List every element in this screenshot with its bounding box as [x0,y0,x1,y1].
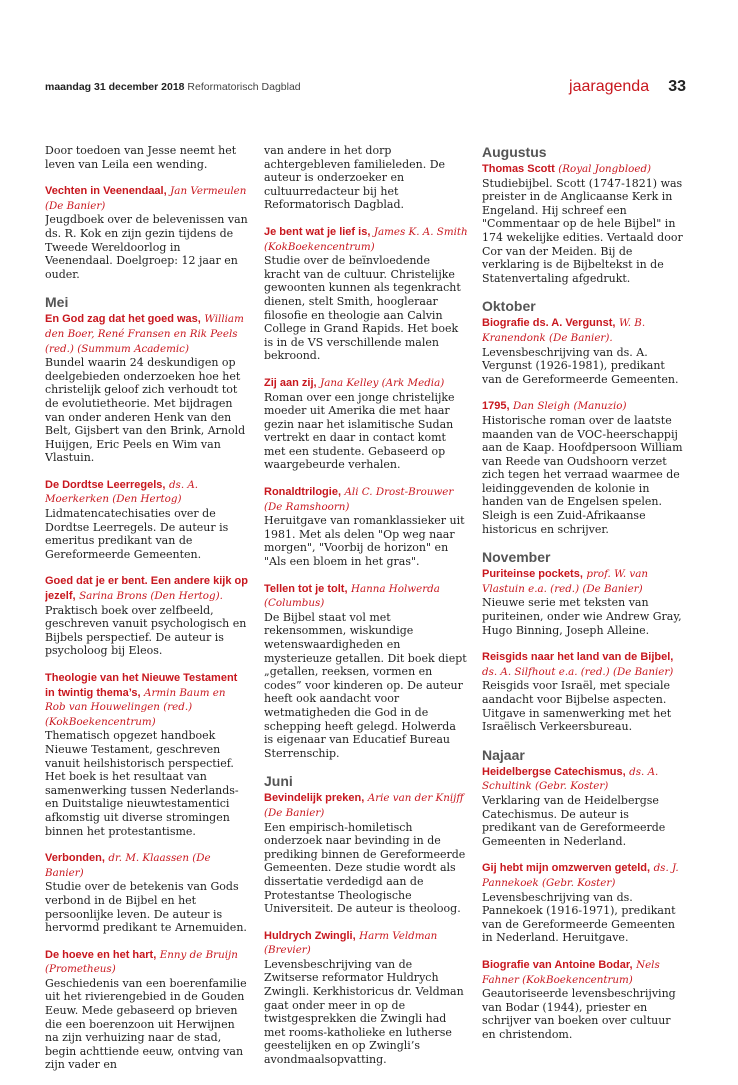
entry-title: 1795, [482,400,510,413]
entry-title: Puriteinse pockets, [482,568,583,581]
column-2 [264,144,468,1080]
entry-author-publisher: Enny de Bruijn (Prometheus) [45,948,238,976]
entry-author-publisher: prof. W. van Vlastuin e.a. (red.) (De Banier) [482,568,648,595]
month-heading: Najaar [482,746,525,763]
book-entry [264,929,468,1067]
entry-body: Studiebijbel. Scott (1747-1821) was preister in de Anglicaanse Kerk in Engeland. Hij schreef een "Commentaar op de hele Bijbel" in 174 wekelijke edities. Vertaald door Cor van der Meiden. Bij de verklaring is de Bijbeltekst in de Statenvertaling afgedrukt. [482,176,683,285]
column-3 [482,144,686,1054]
entry-body: Levensbeschrijving van ds. A. Vergunst (1926-1981), predikant van de Gereformeerde Gemeenten. [482,345,679,386]
entry-author-publisher: James K. A. Smith (KokBoekencentrum) [264,225,468,253]
section-title: jaaragenda [569,78,650,95]
entry-author-publisher: Ali C. Drost-Brouwer (De Ramshoorn) [264,486,454,513]
page-number: 33 [668,78,686,95]
entry-author-publisher: Jana Kelley (Ark Media) [320,376,445,389]
entry-title: Theologie van het Nieuwe Testament in twintig thema’s, [45,672,238,699]
book-entry [264,582,468,761]
book-entry [482,958,686,1042]
book-entry [45,184,249,281]
book-entry [45,312,249,465]
entry-title: Reisgids naar het land van de Bijbel, [482,651,674,664]
entry-title: Tellen tot je tolt, [264,582,348,595]
entry-body: Een empirisch-homiletisch onderzoek naar bevinding in de prediking binnen de Gereformeerde Gemeenten. Deze studie wordt als dissertatie verdedigd aan de Protestantse Theologische Universiteit. De auteur is theoloog. [264,820,466,916]
entry-body: Jeugdboek over de belevenissen van ds. R. Kok en zijn gezin tijdens de Tweede Wereldoorlog in Veenendaal. Doelgroep: 12 jaar en ouder. [45,213,248,281]
entry-body: Roman over een jonge christelijke moeder uit Amerika die met haar gezin naar het islamitische Sudan vertrekt en daar in contact komt met een studente. Gebaseerd op waargebeurde verhalen. [264,390,455,472]
entry-body: Studie over de beïnvloedende kracht van de cultuur. Christelijke gewoonten kunnen als tegenkracht dienen, stelt Smith, hoogleraar filosofie en theologie aan Calvin College in Grand Rapids. Het boek is in de VS verschillende malen bekroond. [264,254,461,363]
entry-body: Praktisch boek over zelfbeeld, geschreven vanuit psychologisch en Bijbels perspectief. De auteur is psycholoog bij Eleos. [45,603,247,658]
book-entry [45,948,249,1072]
book-entry [482,316,686,386]
month-heading: November [482,549,551,566]
book-entry [45,478,249,562]
entry-body: De Bijbel staat vol met rekensommen, wiskundige wetenswaardigheden en mysterieuze getallen. Dit boek diept „getallen, reeksen, vormen en codes” voor kinderen op. De auteur heeft ook aandacht voor wetmatigheden die God in de schepping heeft gelegd. Holwerda is eigenaar van Educatief Bureau Sterrenschip. [264,610,467,760]
entry-body: Bundel waarin 24 deskundigen op deelgebieden onderzoeken hoe het christelijk geloof zich verhoudt tot de evolutietheorie. Met bijdragen van onder anderen Henk van den Belt, Gijsbert van den Brink, Arnold Huijgen, Eric Peels en Wim van Vlastuin. [45,356,246,465]
entry-author-publisher: ds. A. Silfhout e.a. (red.) (De Banier) [482,665,674,678]
book-entry [482,861,686,945]
header-date: maandag 31 december 2018 [45,81,185,93]
entry-body: Lidmatencatechisaties over de Dordtse Leerregels. De auteur is emeritus predikant van de Gereformeerde Gemeenten. [45,507,229,561]
entry-body: Verklaring van de Heidelbergse Catechismus. De auteur is predikant van de Gereformeerde Gemeenten in Nederland. [482,793,666,848]
book-entry [482,399,686,536]
entry-author-publisher: Hanna Holwerda (Columbus) [264,582,440,610]
header-paper-name: Reformatorisch Dagblad [187,81,301,93]
entry-body: Heruitgave van romanklassieker uit 1981. Met als delen "Op weg naar morgen", "Voorbij de horizon" en "Als een bloem in het gras". [264,514,465,569]
entry-author-publisher: Jan Vermeulen (De Banier) [45,185,247,212]
book-entry [482,162,686,285]
entry-body: Historische roman over de laatste maanden van de VOC-heerschappij aan de Kaap. Hoofdpersoon William van Reede van Oudshoorn verzet zich tegen het verraad waarmee de leidinggevenden de kolonie in handen van de Engelsen spelen. Sleigh is een Zuid-Afrikaanse historicus en schrijver. [482,413,683,536]
entry-author-publisher: ds. A. Moerkerken (Den Hertog) [45,478,199,506]
book-entry [482,765,686,849]
entry-title: En God zag dat het goed was, [45,313,201,326]
month-heading: Juni [264,773,293,790]
entry-author-publisher: (Royal Jongbloed) [558,163,652,175]
entry-author-publisher: Nels Fahner (KokBoekencentrum) [482,958,660,986]
entry-author-publisher: William den Boer, René Fransen en Rik Peels (red.) (Summum Academic) [45,313,244,355]
entry-title: Ronaldtrilogie, [264,486,341,499]
entry-title: Goed dat je er bent. Een andere kijk op jezelf, [45,575,248,603]
entry-body: Levensbeschrijving van ds. Pannekoek (1916-1971), predikant van de Gereformeerde Gemeenten in Nederland. Heruitgave. [482,890,676,945]
entry-author-publisher: Harm Veldman (Brevier) [264,929,438,957]
continued-text [264,144,468,212]
book-entry [45,851,249,935]
entry-title: Heidelbergse Catechismus, [482,765,626,778]
entry-body: Geschiedenis van een boerenfamilie uit het rivierengebied in de Gouden Eeuw. Mede gebaseerd op brieven die een boerenzoon uit Herwijnen na zijn verhuizing naar de stad, begin achttiende eeuw, ontving van zijn vader en [45,976,247,1072]
entry-body: Reisgids voor Israël, met speciale aandacht voor Bijbelse aspecten. Uitgave in samenwerking met het Israëlisch Verkeersbureau. [482,679,672,734]
month-heading: Augustus [482,144,547,160]
entry-title: De hoeve en het hart, [45,948,157,961]
entry-body: Levensbeschrijving van de Zwitserse reformator Huldrych Zwingli. Kerkhistoricus dr. Veldman gaat onder meer in op de twistgesprekken die Zwingli had met rooms-katholieke en lutherse geestelijken en op Zwingli’s avondmaalsopvatting. [264,957,464,1067]
entry-title: Gij hebt mijn omzwerven geteld, [482,862,651,875]
book-entry [45,671,249,838]
entry-body: Door toedoen van Jesse neemt het leven van Leila een wending. [45,144,237,171]
entry-body: Geautoriseerde levensbeschrijving van Bodar (1944), priester en schrijver van boeken over cultuur en christendom. [482,987,676,1041]
entry-title: Verbonden, [45,852,105,865]
month-heading: Oktober [482,298,536,315]
header-section [569,76,686,96]
entry-author-publisher: Sarina Brons (Den Hertog). [79,590,223,603]
entry-title: Vechten in Veenendaal, [45,185,167,198]
entry-title: Je bent wat je lief is, [264,225,371,238]
entry-title: Zij aan zij, [264,376,317,389]
book-entry [264,376,468,472]
entry-author-publisher: Dan Sleigh (Manuzio) [513,400,627,413]
column-1 [45,144,249,1085]
entry-author-publisher: dr. M. Klaassen (De Banier) [45,852,211,879]
month-heading: Mei [45,294,69,311]
header-dateline [45,81,301,93]
entry-author-publisher: Arie van der Knijff (De Banier) [264,792,464,819]
entry-title: De Dordtse Leerregels, [45,478,166,491]
book-entry [264,485,468,569]
entry-title: Bevindelijk preken, [264,792,365,805]
book-entry [264,225,468,363]
entry-body: Thematisch opgezet handboek Nieuwe Testament, geschreven vanuit heilshistorisch perspectief. Het boek is het resultaat van samenwerking tussen Nederlands- en Duitstalige nieuwtestamentici afkomstig uit diverse stromingen binnen het protestantisme. [45,729,239,838]
entry-author-publisher: W. B. Kranendonk (De Banier). [482,317,646,344]
entry-body: Studie over de betekenis van Gods verbond in de Bijbel en het persoonlijke leven. De auteur is hervormd predikant te Arnemuiden. [45,880,247,935]
entry-author-publisher: ds. A. Schultink (Gebr. Koster) [482,765,659,793]
entry-body: van andere in het dorp achtergebleven familieleden. De auteur is onderzoeker en cultuurredacteur bij het Reformatorisch Dagblad. [264,144,446,212]
entry-body: Nieuwe serie met teksten van puriteinen, onder wie Andrew Gray, Hugo Binning, Joseph Alleine. [482,596,682,637]
entry-title: Biografie van Antoine Bodar, [482,958,633,971]
book-entry [264,791,468,915]
book-entry [482,567,686,637]
book-entry [45,574,249,658]
book-entry [482,650,686,734]
entry-author-publisher: Armin Baum en Rob van Houwelingen (red.) (KokBoekencentrum) [45,686,226,728]
entry-author-publisher: ds. J. Pannekoek (Gebr. Koster) [482,862,679,889]
page-header [45,76,686,98]
entry-title: Thomas Scott [482,163,555,175]
entry-title: Huldrych Zwingli, [264,929,356,942]
continued-text [45,144,249,171]
entry-title: Biografie ds. A. Vergunst, [482,317,616,330]
